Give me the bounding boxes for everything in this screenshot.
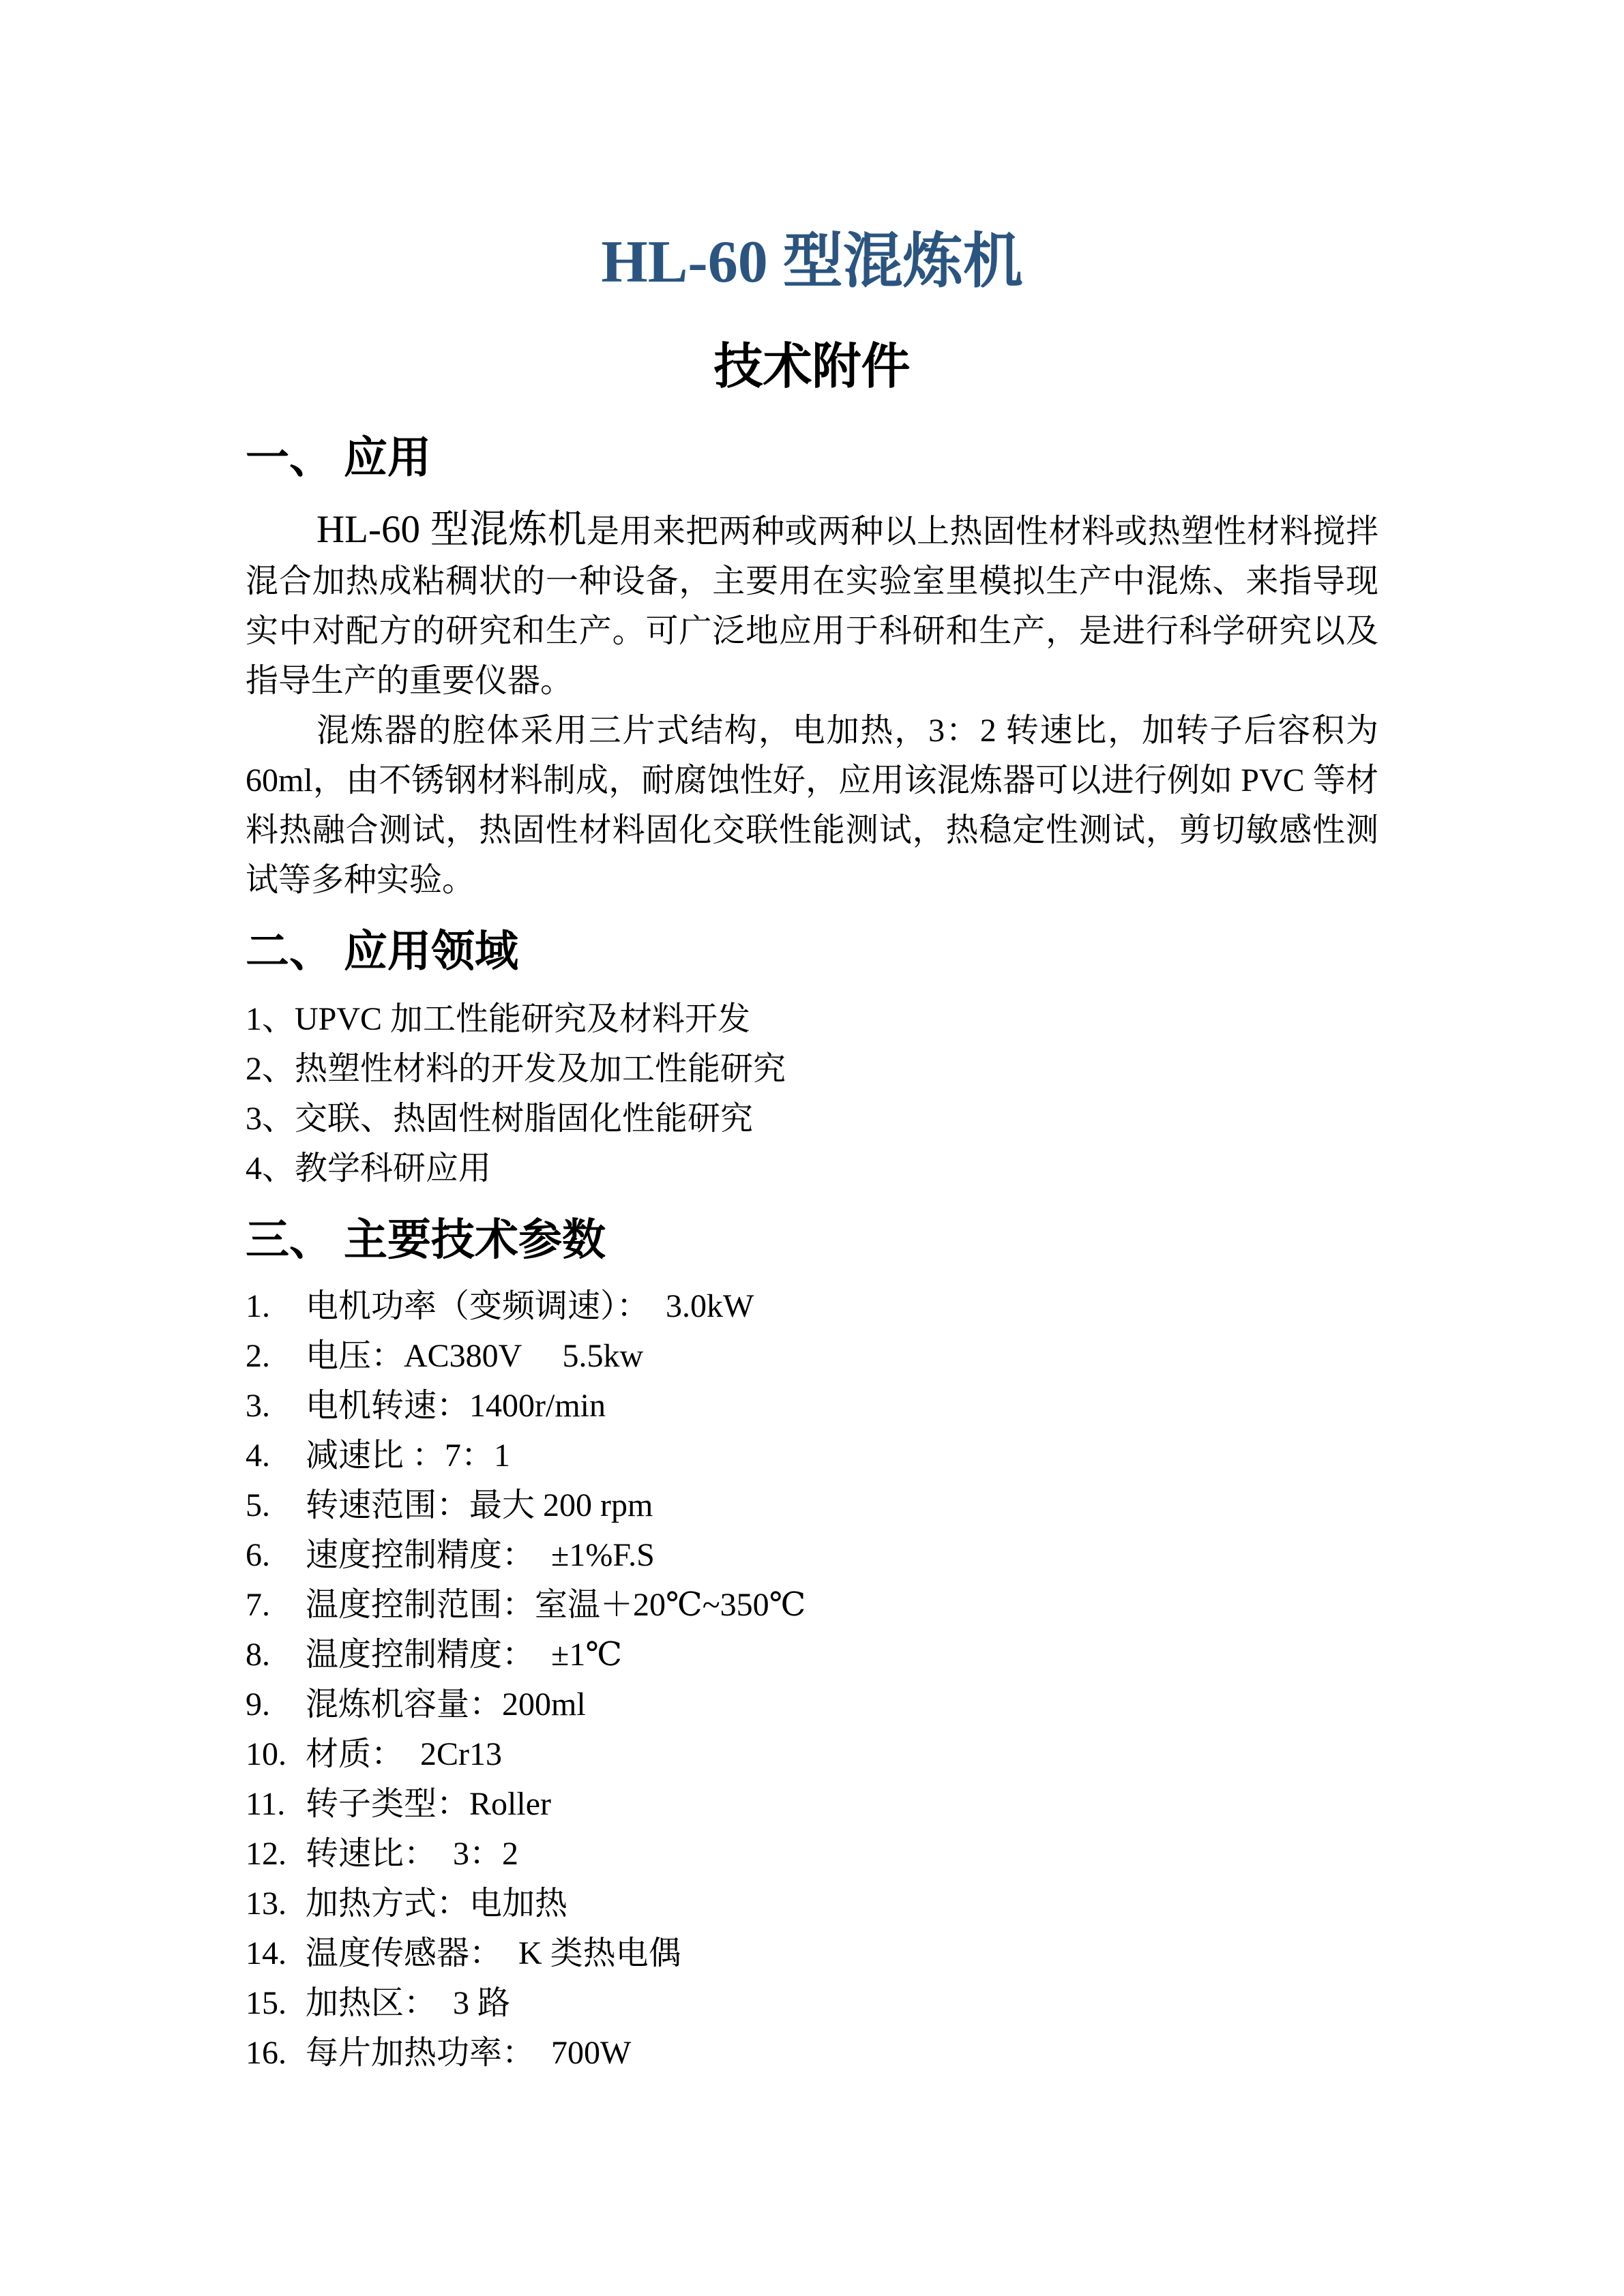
item-text: 速度控制精度： ±1%F.S — [306, 1537, 655, 1573]
table-row — [246, 1928, 1378, 1978]
item-number: 8. — [246, 1637, 270, 1673]
item-text: 加热方式：电加热 — [306, 1885, 568, 1922]
item-number: 6. — [246, 1537, 270, 1573]
item-text: 减速比 ：7：1 — [306, 1437, 511, 1474]
application-paragraph-2: 混炼器的腔体采用三片式结构，电加热，3：2 转速比，加转子后容积为 60ml，由不锈钢材料制成，耐腐蚀性好，应用该混炼器可以进行例如 PVC 等材料热融合测试，热固性材料固化交联性能测试，热稳定性测试，剪切敏感性测试等多种实验。 — [246, 713, 1387, 898]
item-text: 电压：AC380V 5.5kw — [306, 1338, 644, 1374]
list-item: 2、热塑性材料的开发及加工性能研究 — [246, 1051, 786, 1087]
application-fields-list — [246, 994, 1378, 1193]
item-text: 转速范围：最大 200 rpm — [306, 1487, 653, 1523]
item-text: 电机转速：1400r/min — [306, 1388, 606, 1424]
table-row — [246, 1381, 1378, 1431]
table-row — [246, 1331, 1378, 1381]
item-number: 15. — [246, 1985, 286, 2021]
table-row — [246, 1530, 1378, 1580]
item-text: 温度控制精度： ±1℃ — [306, 1637, 623, 1673]
item-number: 2. — [246, 1338, 270, 1374]
table-row — [246, 1630, 1378, 1680]
list-item: 1、UPVC 加工性能研究及材料开发 — [246, 1001, 751, 1037]
table-row — [246, 1580, 1378, 1630]
table-row — [246, 1480, 1378, 1530]
item-text: 温度传感器： K 类热电偶 — [306, 1935, 681, 1971]
item-number: 11. — [246, 1786, 286, 1822]
section-heading-application: 一、 应用 — [246, 434, 431, 482]
section-heading-parameters: 三、 主要技术参数 — [246, 1216, 606, 1264]
list-item: 4、教学科研应用 — [246, 1150, 492, 1187]
technical-parameters-list — [246, 1281, 1378, 2078]
page-subtitle: 技术附件 — [713, 340, 911, 394]
item-text: 加热区： 3 路 — [306, 1985, 511, 2021]
item-text: 转子类型：Roller — [306, 1786, 551, 1822]
table-row — [246, 1978, 1378, 2028]
item-text: 每片加热功率： 700W — [306, 2035, 632, 2071]
item-text: 电机功率（变频调速）： 3.0kW — [306, 1288, 754, 1324]
item-number: 9. — [246, 1686, 270, 1723]
table-row — [246, 1779, 1378, 1829]
table-row — [246, 1829, 1378, 1879]
item-number: 13. — [246, 1885, 286, 1922]
table-row — [246, 2028, 1378, 2078]
section-heading-fields: 二、 应用领域 — [246, 927, 518, 976]
page-title: HL-60 型混炼机 — [601, 229, 1023, 295]
item-text: 转速比： 3：2 — [306, 1836, 519, 1872]
table-row — [246, 1729, 1378, 1779]
item-number: 14. — [246, 1935, 286, 1971]
item-text: 材质： 2Cr13 — [306, 1736, 503, 1772]
list-item: 3、交联、热固性树脂固化性能研究 — [246, 1101, 754, 1137]
table-row — [246, 1879, 1378, 1928]
item-number: 3. — [246, 1388, 270, 1424]
table-row — [246, 1680, 1378, 1729]
item-text: 混炼机容量：200ml — [306, 1686, 586, 1723]
application-paragraph-1-text: 是用来把两种或两种以上热固性材料或热塑性材料搅拌混合加热成粘稠状的一种设备，主要用在实验室里模拟生产中混炼、来指导现实中对配方的研究和生产。可广泛地应用于科研和生产，是进行科学研究以及指导生产的重要仪器。 — [246, 513, 1378, 699]
item-number: 5. — [246, 1487, 270, 1523]
item-number: 16. — [246, 2035, 286, 2071]
item-number: 4. — [246, 1437, 270, 1474]
item-number: 1. — [246, 1288, 270, 1324]
application-paragraph-1 — [246, 505, 1378, 706]
item-number: 7. — [246, 1587, 270, 1623]
table-row — [246, 1281, 1378, 1331]
item-number: 12. — [246, 1836, 286, 1872]
item-text: 温度控制范围：室温＋20℃~350℃ — [306, 1587, 806, 1623]
item-number: 10. — [246, 1736, 286, 1772]
product-name: HL-60 型混炼机 — [316, 508, 587, 551]
table-row — [246, 1431, 1378, 1480]
